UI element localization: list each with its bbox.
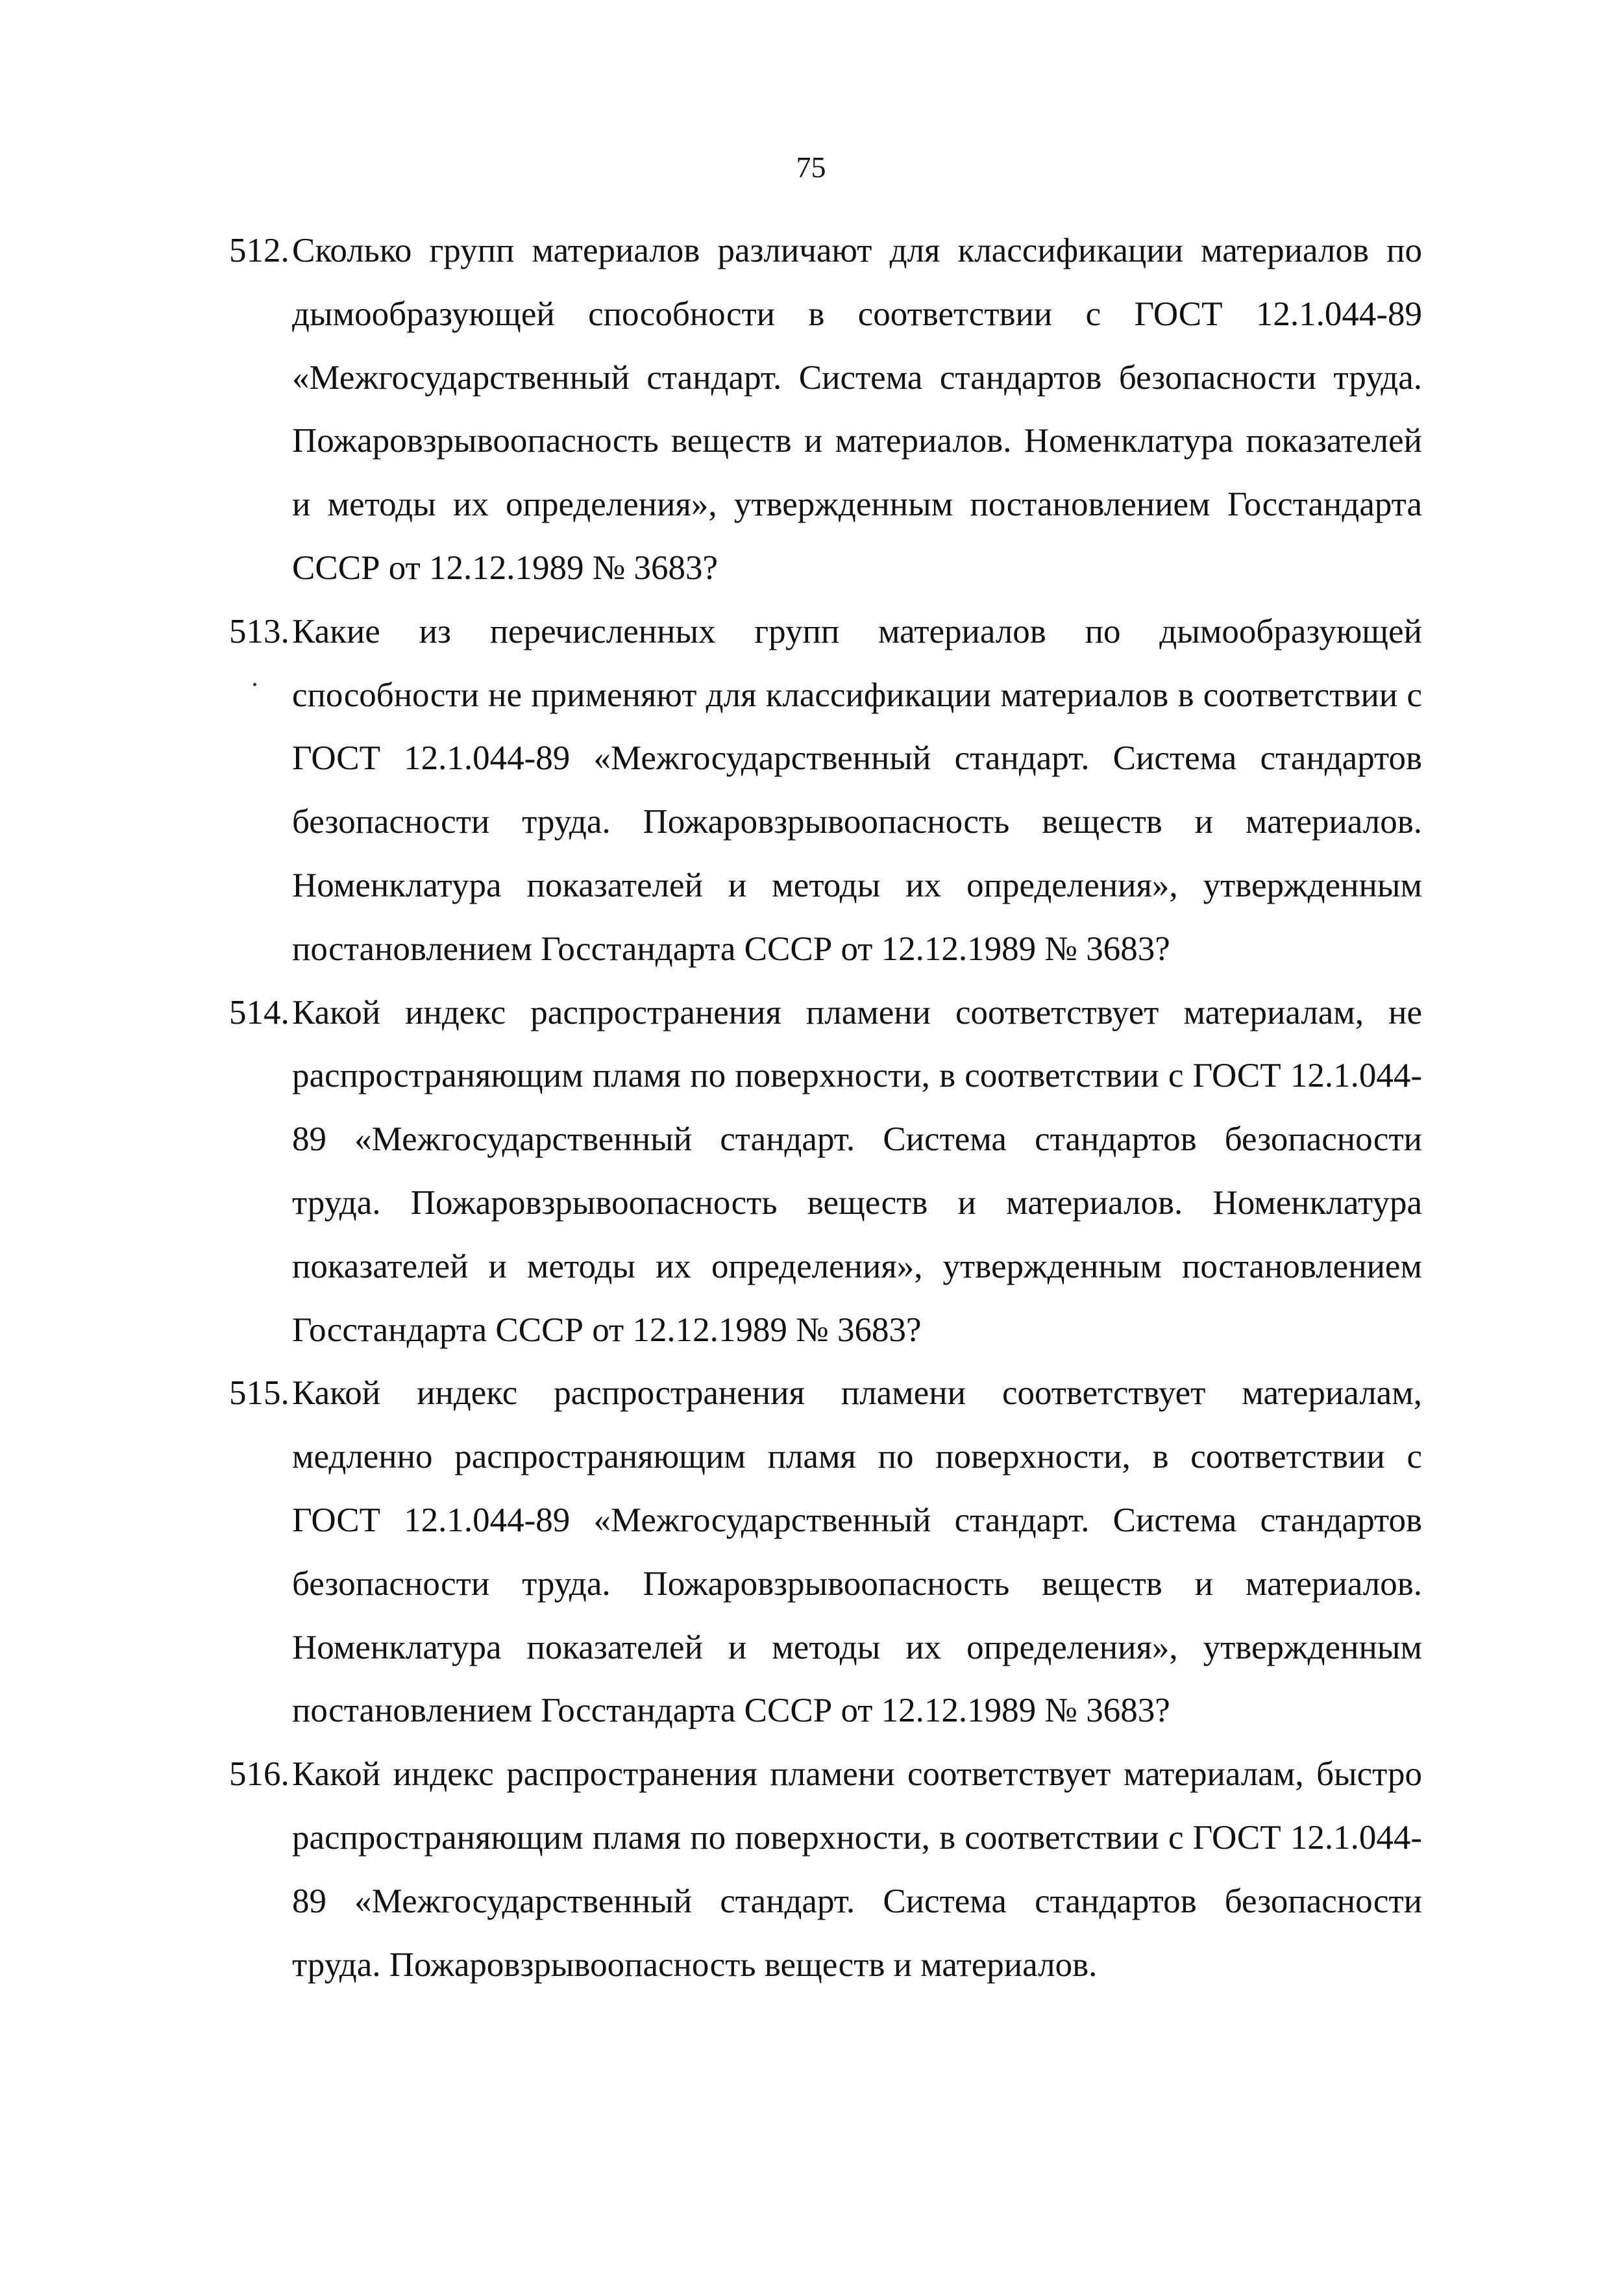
scan-speck [253,683,256,686]
question-item-516 [229,1743,1422,1997]
question-number: 513. [229,612,289,650]
page-number: 75 [796,151,826,184]
question-number: 514. [229,993,289,1031]
question-item-514 [229,981,1422,1363]
question-item-515 [229,1362,1422,1743]
question-text: Какой индекс распространения пламени соответствует материалам, медленно распространяющим пламя по поверхности, в соответствии с ГОСТ 12.1.044-89 «Межгосударственный стандарт. Система стандартов безопасности труда. Пожаровзрывоопасность веществ и материалов. Номенклатура показателей и методы их определения», утвержденным постановлением Госстандарта СССР от 12.12.1989 № 3683? [292,1374,1422,1730]
question-text: Какой индекс распространения пламени соответствует материалам, не распространяющим пламя по поверхности, в соответствии с ГОСТ 12.1.044-89 «Межгосударственный стандарт. Система стандартов безопасности труда. Пожаровзрывоопасность веществ и материалов. Номенклатура показателей и методы их определения», утвержденным постановлением Госстандарта СССР от 12.12.1989 № 3683? [292,993,1422,1349]
question-text: Какой индекс распространения пламени соответствует материалам, быстро распространяющим пламя по поверхности, в соответствии с ГОСТ 12.1.044-89 «Межгосударственный стандарт. Система стандартов безопасности труда. Пожаровзрывоопасность веществ и материалов. [292,1755,1422,1984]
question-text: Какие из перечисленных групп материалов по дымообразующей способности не применяют для классификации материалов в соответствии с ГОСТ 12.1.044-89 «Межгосударственный стандарт. Система стандартов безопасности труда. Пожаровзрывоопасность веществ и материалов. Номенклатура показателей и методы их определения», утвержденным постановлением Госстандарта СССР от 12.12.1989 № 3683? [292,612,1422,968]
question-list [229,219,1422,1997]
question-number: 512. [229,232,289,269]
question-item-512 [229,219,1422,600]
question-number: 515. [229,1374,289,1413]
question-text: Сколько групп материалов различают для классификации материалов по дымообразующей способности в соответствии с ГОСТ 12.1.044-89 «Межгосударственный стандарт. Система стандартов безопасности труда. Пожаровзрывоопасность веществ и материалов. Номенклатура показателей и методы их определения», утвержденным постановлением Госстандарта СССР от 12.12.1989 № 3683? [292,232,1422,587]
question-item-513 [229,600,1422,981]
question-number: 516. [229,1755,289,1794]
